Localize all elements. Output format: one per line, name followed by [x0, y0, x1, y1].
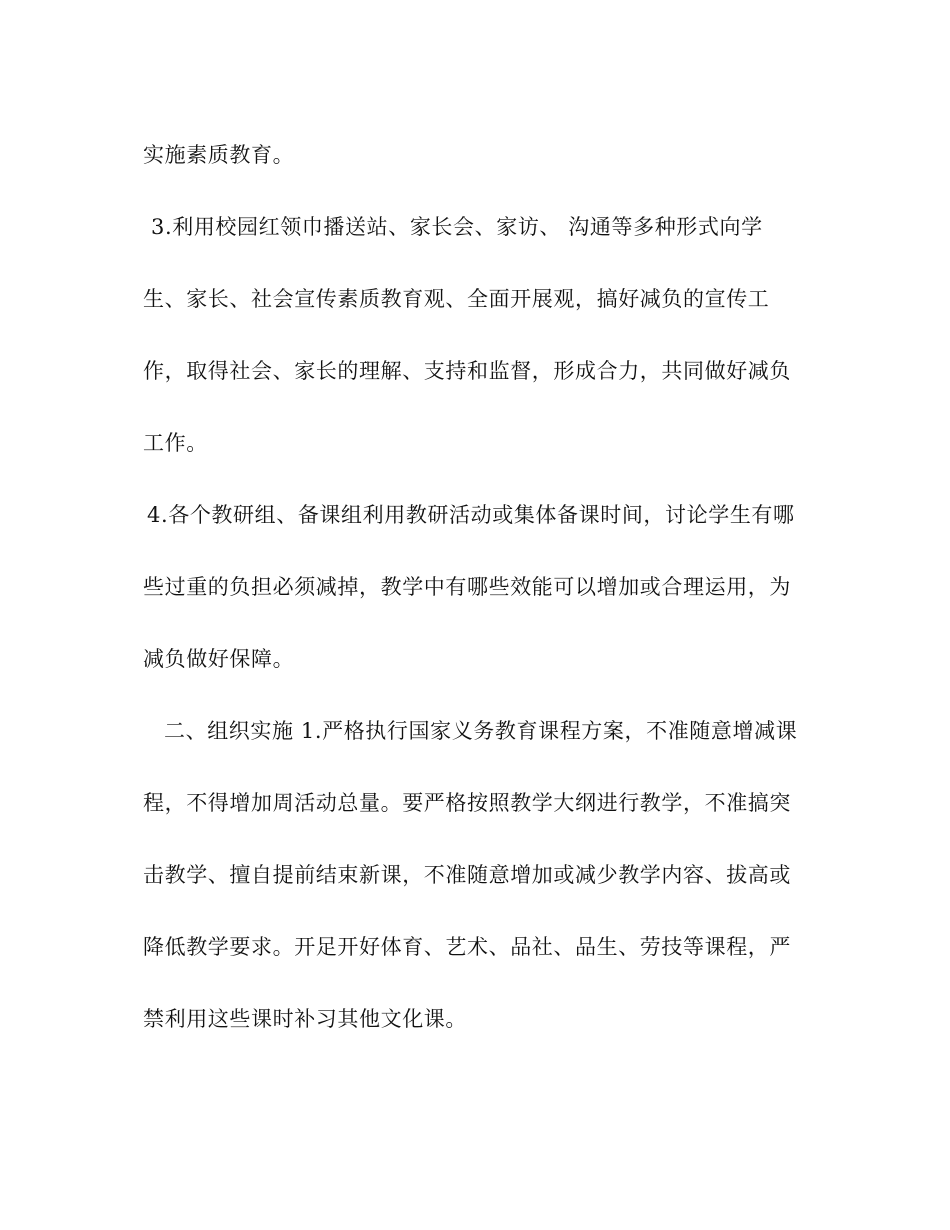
text-line: 作，取得社会、家长的理解、支持和监督，形成合力，共同做好减负: [143, 359, 791, 383]
text-line: 降低教学要求。开足开好体育、艺术、品社、品生、劳技等课程，严: [143, 935, 791, 959]
text-line: 减负做好保障。: [143, 647, 295, 671]
text-line: 些过重的负担必须减掉，教学中有哪些效能可以增加或合理运用，为: [143, 575, 791, 599]
section-heading-line: 二、组织实施 1.严格执行国家义务教育课程方案，不准随意增减课: [164, 719, 798, 743]
text-line: 生、家长、社会宣传素质教育观、全面开展观，搞好减负的宣传工: [143, 287, 770, 311]
text-line: 禁利用这些课时补习其他文化课。: [143, 1007, 467, 1031]
text-line: 程，不得增加周活动总量。要严格按照教学大纲进行教学，不准搞突: [143, 791, 791, 815]
text-line: 3.利用校园红领巾播送站、家长会、家访、 沟通等多种形式向学: [151, 215, 763, 239]
text-line: 实施素质教育。: [143, 143, 295, 167]
text-line: 工作。: [143, 431, 208, 455]
text-line: 击教学、擅自提前结束新课，不准随意增加或减少教学内容、拔高或: [143, 863, 791, 887]
text-line: 4.各个教研组、备课组利用教研活动或集体备课时间，讨论学生有哪: [147, 503, 795, 527]
